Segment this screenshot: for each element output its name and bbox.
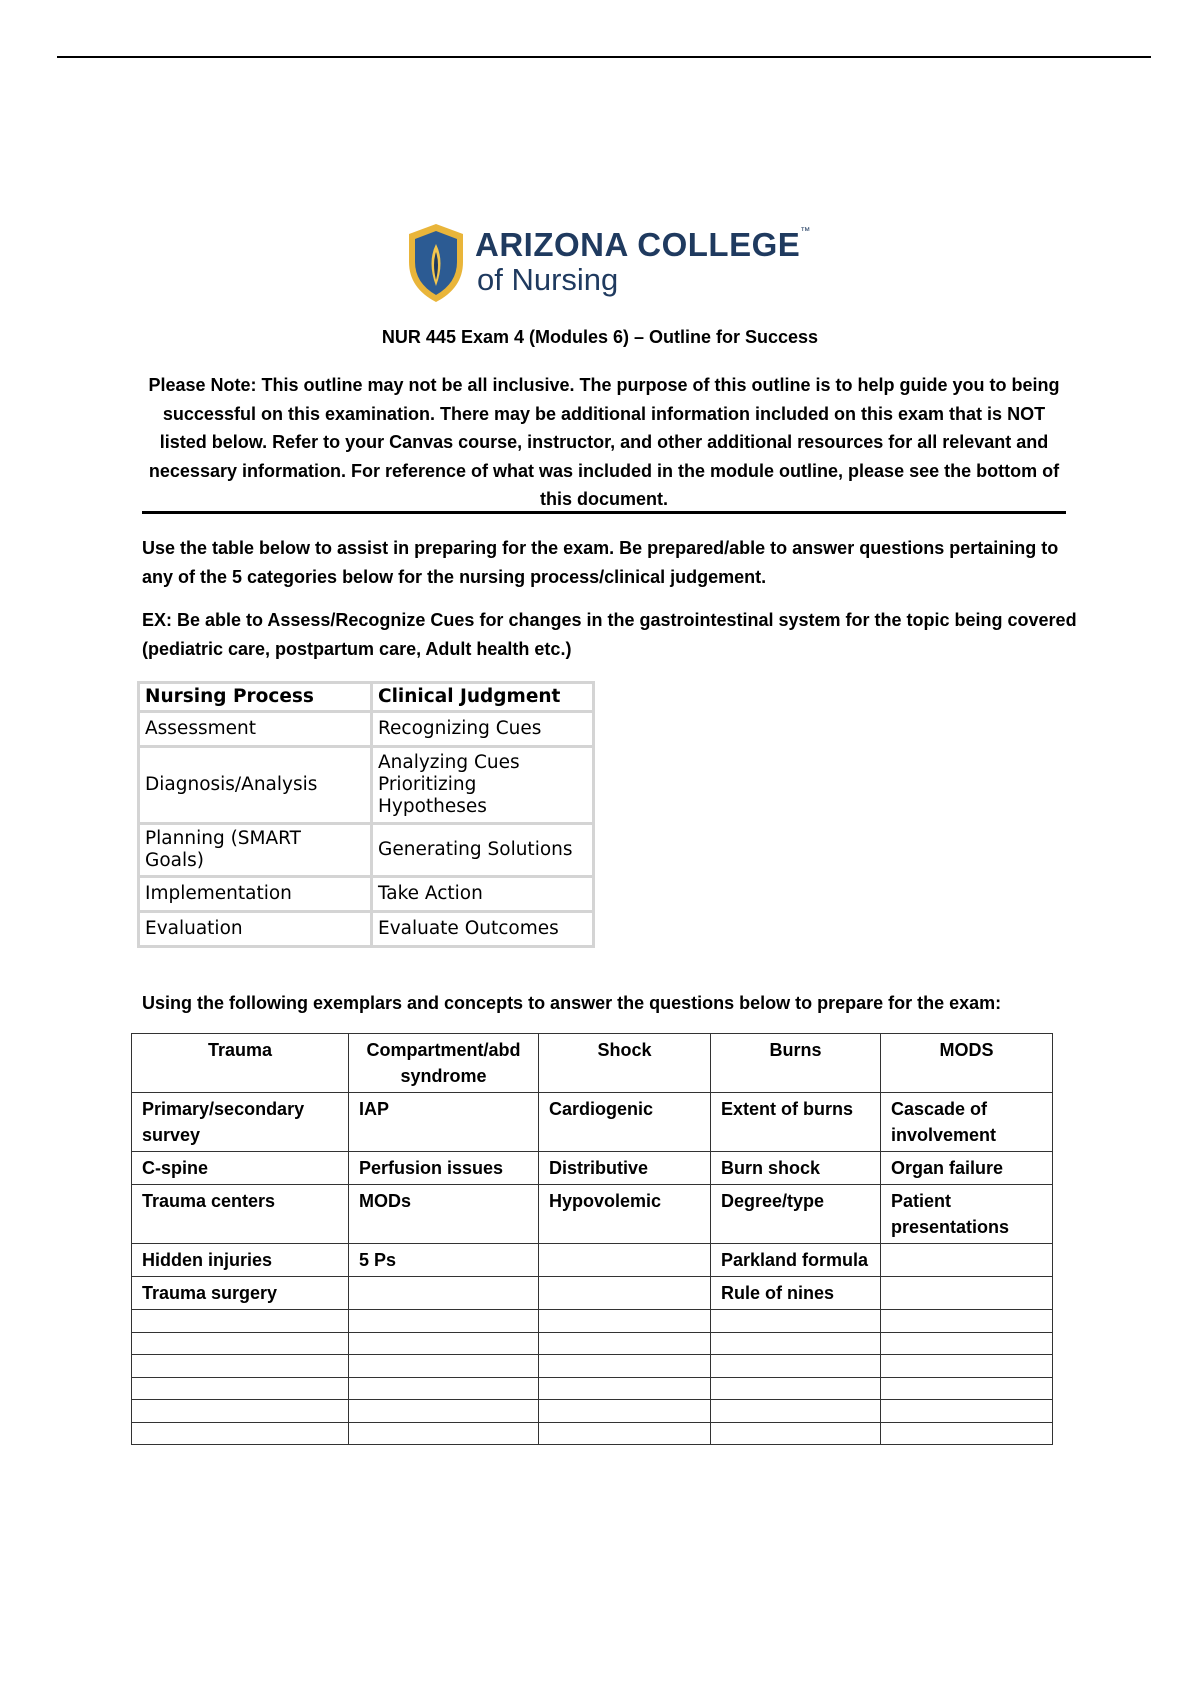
college-logo xyxy=(405,222,825,304)
table-cell: Hypovolemic xyxy=(539,1185,711,1244)
table-cell: MODs xyxy=(349,1185,539,1244)
table-cell xyxy=(539,1277,711,1310)
header-cell: Clinical Judgment xyxy=(372,683,594,712)
table-cell: Perfusion issues xyxy=(349,1152,539,1185)
instructions-paragraph: Use the table below to assist in preparing for the exam. Be prepared/able to answer questions pertaining to any of the 5 categories below for the nursing process/clinical judgement. xyxy=(142,538,1059,587)
empty-cell xyxy=(881,1422,1053,1445)
table-row xyxy=(139,747,594,824)
empty-cell xyxy=(881,1377,1053,1400)
table-row xyxy=(132,1277,1053,1310)
empty-cell xyxy=(539,1310,711,1333)
empty-row xyxy=(132,1355,1053,1378)
empty-row xyxy=(132,1310,1053,1333)
table-row xyxy=(139,912,594,947)
table-cell: Burn shock xyxy=(711,1152,881,1185)
table-cell xyxy=(539,1244,711,1277)
empty-cell xyxy=(539,1422,711,1445)
table-row xyxy=(139,824,594,877)
table-cell: 5 Ps xyxy=(349,1244,539,1277)
empty-cell xyxy=(881,1332,1053,1355)
empty-cell xyxy=(132,1422,349,1445)
table-cell: Cascade of involvement xyxy=(881,1093,1053,1152)
table-cell: Evaluate Outcomes xyxy=(372,912,594,947)
table-row xyxy=(139,712,594,747)
table-row xyxy=(139,877,594,912)
table-header-row xyxy=(132,1034,1053,1093)
table-cell: Degree/type xyxy=(711,1185,881,1244)
table-cell: Assessment xyxy=(139,712,372,747)
document-title: NUR 445 Exam 4 (Modules 6) – Outline for Success xyxy=(381,327,819,347)
table-cell xyxy=(349,1277,539,1310)
empty-row xyxy=(132,1377,1053,1400)
empty-cell xyxy=(349,1310,539,1333)
table-cell: Recognizing Cues xyxy=(372,712,594,747)
empty-cell xyxy=(881,1400,1053,1423)
empty-cell xyxy=(349,1377,539,1400)
exemplars-table xyxy=(131,1033,1053,1445)
table-cell: Parkland formula xyxy=(711,1244,881,1277)
header-cell: Shock xyxy=(539,1034,711,1093)
header-cell: Nursing Process xyxy=(139,683,372,712)
table-cell: Evaluation xyxy=(139,912,372,947)
empty-cell xyxy=(711,1400,881,1423)
table-cell: Trauma surgery xyxy=(132,1277,349,1310)
empty-cell xyxy=(711,1355,881,1378)
example-paragraph: EX: Be able to Assess/Recognize Cues for changes in the gastrointestinal system for the topic being covered (pediatric care, postpartum care, Adult health etc.) xyxy=(142,610,1077,659)
table-cell: Analyzing Cues Prioritizing Hypotheses xyxy=(372,747,594,824)
empty-cell xyxy=(539,1400,711,1423)
table-cell: Trauma centers xyxy=(132,1185,349,1244)
empty-cell xyxy=(349,1332,539,1355)
table-cell: Extent of burns xyxy=(711,1093,881,1152)
table-cell xyxy=(881,1244,1053,1277)
table-cell: Hidden injuries xyxy=(132,1244,349,1277)
table-cell: Diagnosis/Analysis xyxy=(139,747,372,824)
logo-line1: ARIZONA COLLEGE™ xyxy=(475,226,811,263)
empty-cell xyxy=(711,1310,881,1333)
empty-row xyxy=(132,1400,1053,1423)
table-cell: Patient presentations xyxy=(881,1185,1053,1244)
table-row xyxy=(132,1093,1053,1152)
table-cell: Cardiogenic xyxy=(539,1093,711,1152)
empty-cell xyxy=(711,1332,881,1355)
table-cell: IAP xyxy=(349,1093,539,1152)
table-row xyxy=(132,1185,1053,1244)
empty-cell xyxy=(349,1400,539,1423)
empty-cell xyxy=(349,1422,539,1445)
table-cell: Distributive xyxy=(539,1152,711,1185)
empty-cell xyxy=(711,1422,881,1445)
section-divider xyxy=(142,511,1066,514)
header-cell: Burns xyxy=(711,1034,881,1093)
empty-cell xyxy=(132,1310,349,1333)
empty-cell xyxy=(539,1355,711,1378)
logo-line2: of Nursing xyxy=(477,262,619,297)
table-cell xyxy=(881,1277,1053,1310)
empty-row xyxy=(132,1422,1053,1445)
nursing-process-table xyxy=(137,681,595,948)
empty-cell xyxy=(132,1377,349,1400)
table-cell: Implementation xyxy=(139,877,372,912)
exemplars-intro: Using the following exemplars and concepts to answer the questions below to prepare for the exam: xyxy=(142,993,1002,1013)
table-cell: Rule of nines xyxy=(711,1277,881,1310)
table-header-row xyxy=(139,683,594,712)
table-row xyxy=(132,1244,1053,1277)
table-cell: Organ failure xyxy=(881,1152,1053,1185)
empty-cell xyxy=(349,1355,539,1378)
shield-logo-icon xyxy=(405,222,467,304)
please-note: Please Note: This outline may not be all inclusive. The purpose of this outline is to help guide you to being successful on this examination. There may be additional information included on this exam that is NOT listed below. Refer to your Canvas course, instructor, and other additional resources for all relevant and necessary information. For reference of what was included in the module outline, please see the bottom of this document. xyxy=(148,375,1060,510)
table-cell: Take Action xyxy=(372,877,594,912)
empty-row xyxy=(132,1332,1053,1355)
table-cell: Generating Solutions xyxy=(372,824,594,877)
empty-cell xyxy=(881,1310,1053,1333)
empty-cell xyxy=(539,1332,711,1355)
empty-cell xyxy=(132,1332,349,1355)
table-cell: C-spine xyxy=(132,1152,349,1185)
empty-cell xyxy=(881,1355,1053,1378)
empty-cell xyxy=(132,1355,349,1378)
empty-cell xyxy=(132,1400,349,1423)
empty-cell xyxy=(539,1377,711,1400)
header-cell: MODS xyxy=(881,1034,1053,1093)
empty-cell xyxy=(711,1377,881,1400)
table-row xyxy=(132,1152,1053,1185)
header-cell: Trauma xyxy=(132,1034,349,1093)
table-cell: Planning (SMART Goals) xyxy=(139,824,372,877)
header-cell: Compartment/abd syndrome xyxy=(349,1034,539,1093)
top-rule xyxy=(57,56,1151,58)
table-cell: Primary/secondary survey xyxy=(132,1093,349,1152)
